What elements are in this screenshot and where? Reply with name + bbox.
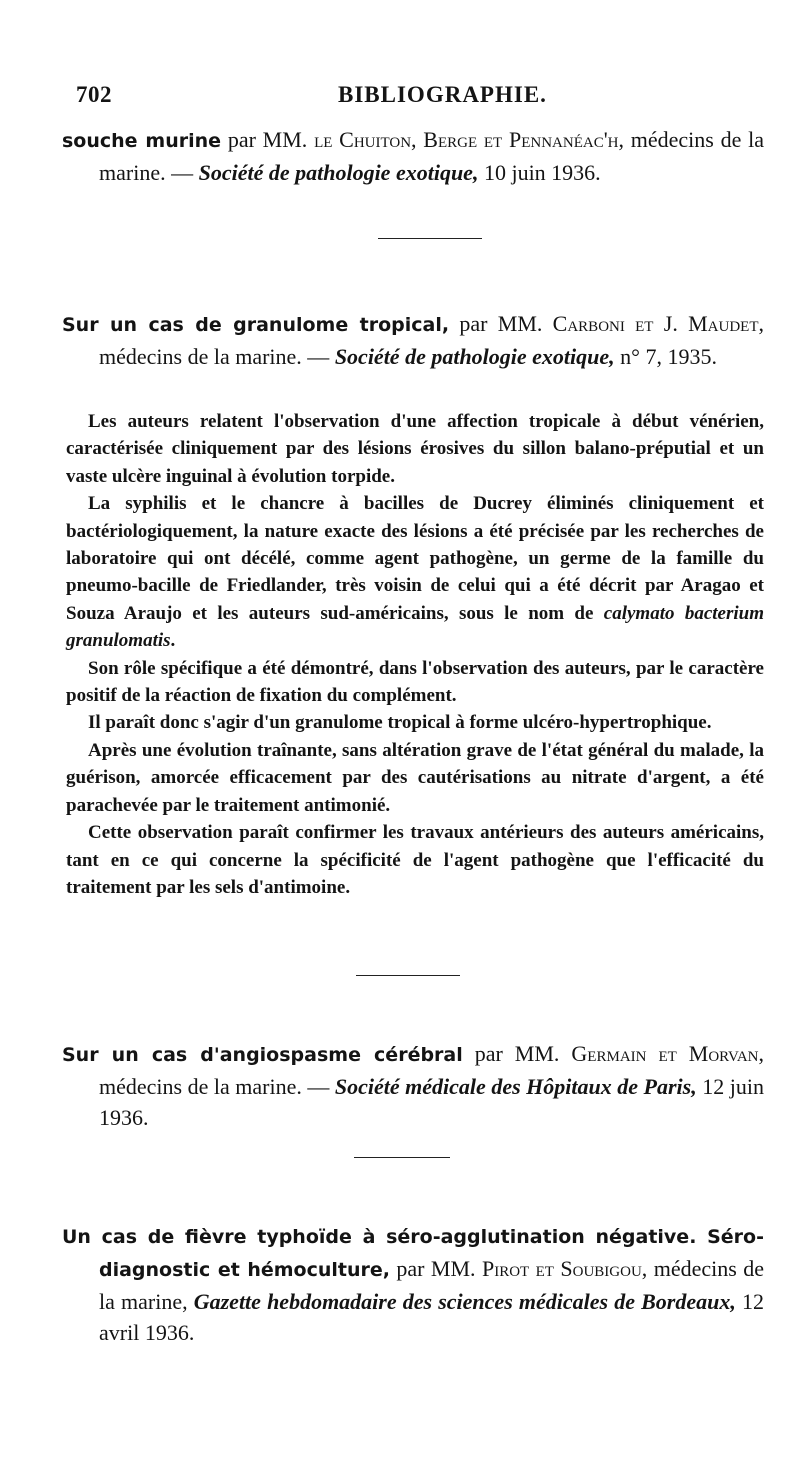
citation bbox=[62, 1220, 764, 1348]
section-divider bbox=[356, 975, 460, 976]
citation-source: Gazette hebdomadaire des sciences médicales de Bordeaux, bbox=[193, 1289, 736, 1314]
species-name: calymato bacterium granulomatis bbox=[66, 602, 764, 652]
summary-paragraph: Cette observation paraît confirmer les travaux antérieurs des auteurs américains, tant en ce qui concerne la spécificité de l'agent pathogène que l'efficacité du traitement par les sels d'antimoine. bbox=[66, 822, 764, 898]
citation-role: médecins de la marine. — bbox=[99, 344, 335, 369]
citation-authors: le Chuiton, Berge et Pennanéac'h, bbox=[314, 127, 624, 152]
summary-text: La syphilis et le chancre à bacilles de Ducrey éliminés cliniquement et bactériologiquement, la nature exacte des lésions a été précisée par les recherches de laboratoire qui ont décélé, comme agent pathogène, un germe de la famille du pneumo-bacille de Friedlander, très voisin de celui qui a été décrit par Aragao et Souza Araujo et les auteurs sud-américains, sous le nom de bbox=[66, 493, 764, 624]
citation bbox=[62, 124, 764, 188]
citation-par: par MM. bbox=[462, 1041, 572, 1066]
citation bbox=[62, 1038, 764, 1133]
citation-par: par MM. bbox=[449, 311, 553, 336]
citation bbox=[62, 308, 764, 372]
citation-role: médecins de la marine. — bbox=[99, 127, 764, 185]
citation-source: Société de pathologie exotique, bbox=[198, 160, 479, 185]
citation-date: n° 7, 1935. bbox=[614, 344, 717, 369]
summary-paragraph: Après une évolution traînante, sans altération grave de l'état général du malade, la guérison, amorcée efficacement par des cautérisations au nitrate d'argent, a été parachevée par le traitement antimonié. bbox=[66, 739, 764, 816]
bibliography-entry-4 bbox=[62, 1220, 764, 1348]
bibliography-entry-3 bbox=[62, 1038, 764, 1133]
citation-authors: Pirot et Soubigou, bbox=[481, 1256, 648, 1281]
entry-title: Sur un cas de granulome tropical, bbox=[62, 314, 450, 336]
citation-authors: Germain et Morvan, bbox=[571, 1041, 765, 1066]
section-divider bbox=[378, 238, 482, 239]
summary-paragraph bbox=[66, 490, 764, 654]
citation-date: 12 avril 1936. bbox=[99, 1289, 764, 1345]
citation-role: médecins de la marine. — bbox=[99, 1074, 335, 1099]
summary-paragraph: Il paraît donc s'agir d'un granulome tropical à forme ulcéro-hypertrophique. bbox=[88, 712, 712, 734]
entry-lead: souche murine bbox=[62, 130, 222, 152]
bibliography-entry-2 bbox=[62, 308, 764, 372]
entry-title: Sur un cas d'angiospasme cérébral bbox=[62, 1044, 463, 1066]
citation-role: médecins de la marine, bbox=[99, 1256, 764, 1314]
entry-title: Un cas de fièvre typhoïde à séro-agglutination négative. Séro-diagnostic et hémoculture, bbox=[62, 1226, 764, 1281]
citation-par: par MM. bbox=[221, 127, 315, 152]
citation-source: Société médicale des Hôpitaux de Paris, bbox=[334, 1074, 697, 1099]
entry-summary bbox=[66, 408, 764, 901]
page-number: 702 bbox=[76, 82, 112, 107]
summary-text: . bbox=[170, 630, 176, 652]
citation-par: par MM. bbox=[389, 1256, 482, 1281]
bibliography-entry-1 bbox=[62, 124, 764, 188]
citation-date: 12 juin 1936. bbox=[99, 1074, 764, 1130]
citation-source: Société de pathologie exotique, bbox=[334, 344, 615, 369]
citation-date: 10 juin 1936. bbox=[478, 160, 601, 185]
citation-authors: Carboni et J. Maudet, bbox=[552, 311, 764, 336]
summary-paragraph: Son rôle spécifique a été démontré, dans l'observation des auteurs, par le caractère positif de la réaction de fixation du complément. bbox=[66, 657, 764, 707]
summary-paragraph: Les auteurs relatent l'observation d'une affection tropicale à début vénérien, caractérisée cliniquement par des lésions érosives du sillon balano-préputial et un vaste ulcère inguinal à évolution torpide. bbox=[66, 411, 764, 487]
running-title: BIBLIOGRAPHIE. bbox=[338, 82, 547, 107]
section-divider bbox=[354, 1157, 450, 1158]
